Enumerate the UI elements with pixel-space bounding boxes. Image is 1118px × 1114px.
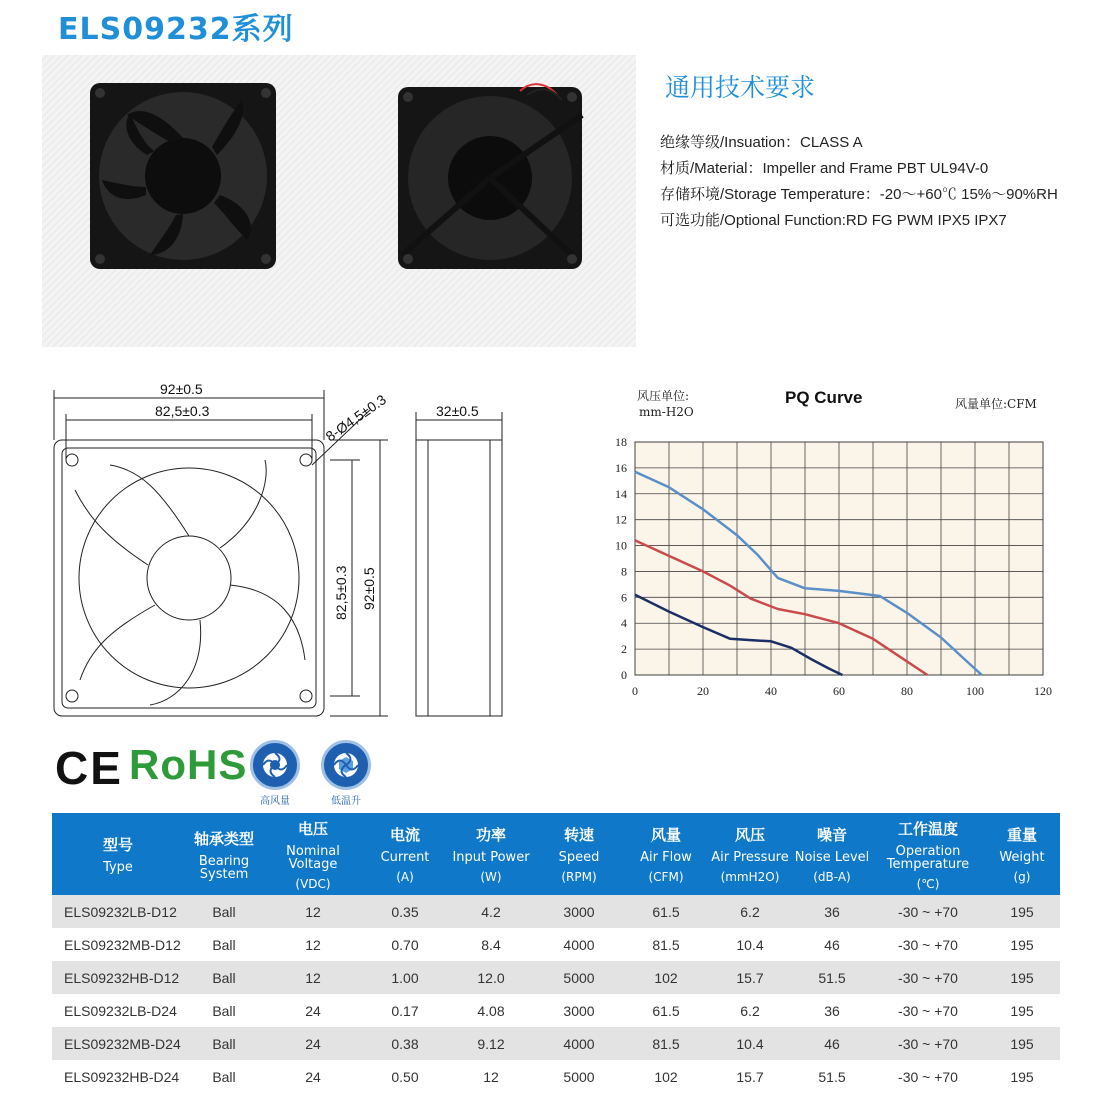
column-header (52, 813, 184, 895)
spec-table-body (52, 895, 1060, 1093)
dim-depth: 32±0.5 (436, 403, 479, 419)
header-en: Nominal Voltage (286, 843, 340, 872)
header-cn: 电流 (389, 826, 420, 844)
column-header (264, 813, 362, 895)
spec-material: 材质/Material：Impeller and Frame PBT UL94V-0 (660, 160, 989, 177)
table-cell: 0.17 (362, 994, 448, 1027)
table-cell: 81.5 (624, 1027, 708, 1060)
table-cell: 4000 (534, 928, 624, 961)
low-temp-rise-label: 低温升 (331, 796, 361, 807)
table-cell: 12 (264, 895, 362, 928)
table-cell: 51.5 (792, 1060, 872, 1093)
column-header (534, 813, 624, 895)
table-cell: 4.08 (448, 994, 534, 1027)
x-tick-label: 100 (966, 684, 984, 698)
column-header (448, 813, 534, 895)
y-tick-label: 10 (615, 538, 627, 553)
table-cell: 0.50 (362, 1060, 448, 1093)
table-cell: 1.00 (362, 961, 448, 994)
dim-holes: 8-Ø4,5±0.3 (322, 391, 390, 445)
table-cell: 4.2 (448, 895, 534, 928)
x-tick-label: 40 (765, 684, 777, 698)
header-en: Weight (999, 850, 1045, 865)
table-cell: 81.5 (624, 928, 708, 961)
high-airflow-icon (250, 740, 300, 790)
header-en: Current (380, 850, 430, 865)
column-header (362, 813, 448, 895)
column-header (184, 813, 264, 895)
pq-title: PQ Curve (785, 388, 863, 407)
table-row (52, 1060, 1060, 1093)
fan-back-image (398, 84, 582, 269)
rohs-mark: RoHS (129, 741, 248, 788)
header-unit: (CFM) (648, 870, 684, 884)
table-cell: -30 ~ +70 (872, 928, 984, 961)
table-cell: 0.38 (362, 1027, 448, 1060)
table-row (52, 1027, 1060, 1060)
table-cell: Ball (184, 961, 264, 994)
table-cell: Ball (184, 928, 264, 961)
table-cell: 46 (792, 1027, 872, 1060)
header-unit: (W) (480, 870, 502, 884)
table-cell: -30 ~ +70 (872, 961, 984, 994)
table-cell: 36 (792, 994, 872, 1027)
dimension-drawing-svg (30, 370, 530, 720)
pq-ylabel-unit: mm-H2O (639, 405, 694, 419)
table-cell: Ball (184, 1060, 264, 1093)
x-tick-label: 0 (632, 684, 638, 698)
table-cell: ELS09232LB-D12 (52, 895, 184, 928)
spec-table-header (52, 813, 1060, 895)
table-cell: 12.0 (448, 961, 534, 994)
header-en: Type (103, 860, 133, 875)
spec-heading: 通用技术要求 (665, 73, 816, 102)
dim-vertical-pitch: 82,5±0.3 (333, 565, 349, 620)
header-cn: 电压 (297, 819, 328, 838)
header-unit: (℃) (916, 876, 940, 891)
table-cell: 12 (264, 928, 362, 961)
table-cell: 195 (984, 895, 1060, 928)
table-cell: 102 (624, 1060, 708, 1093)
dimension-drawing (30, 370, 530, 724)
table-cell: -30 ~ +70 (872, 1060, 984, 1093)
y-tick-label: 16 (615, 460, 627, 475)
header-unit: (dB-A) (813, 870, 851, 884)
table-cell: 102 (624, 961, 708, 994)
table-cell: 0.35 (362, 895, 448, 928)
table-cell: ELS09232MB-D24 (52, 1027, 184, 1060)
table-cell: 10.4 (708, 1027, 792, 1060)
header-cn: 工作温度 (897, 819, 958, 838)
x-tick-label: 80 (901, 684, 913, 698)
y-tick-label: 8 (621, 564, 627, 579)
table-cell: 0.70 (362, 928, 448, 961)
header-cn: 风压 (734, 826, 765, 844)
table-cell: 9.12 (448, 1027, 534, 1060)
header-en: Bearing System (198, 853, 250, 882)
dim-hole-pitch: 82,5±0.3 (155, 403, 210, 419)
header-unit: (RPM) (561, 870, 597, 884)
header-en: Air Flow (640, 850, 692, 865)
column-header (624, 813, 708, 895)
table-cell: 4000 (534, 1027, 624, 1060)
table-cell: Ball (184, 895, 264, 928)
high-airflow-label: 高风量 (260, 796, 290, 807)
x-tick-label: 60 (833, 684, 845, 698)
ce-mark: CE (55, 742, 123, 794)
table-cell: ELS09232MB-D12 (52, 928, 184, 961)
table-cell: 195 (984, 1027, 1060, 1060)
table-cell: ELS09232LB-D24 (52, 994, 184, 1027)
table-cell: ELS09232HB-D12 (52, 961, 184, 994)
table-cell: 61.5 (624, 994, 708, 1027)
table-cell: 195 (984, 994, 1060, 1027)
table-cell: -30 ~ +70 (872, 895, 984, 928)
certification-logos (55, 735, 455, 810)
table-cell: -30 ~ +70 (872, 994, 984, 1027)
table-cell: ELS09232HB-D24 (52, 1060, 184, 1093)
spec-optional: 可选功能/Optional Function:RD FG PWM IPX5 IPX7 (660, 212, 1007, 229)
pq-ylabel: 风压单位: (637, 389, 690, 403)
table-cell: 12 (264, 961, 362, 994)
column-header (872, 813, 984, 895)
table-cell: 15.7 (708, 1060, 792, 1093)
table-cell: 51.5 (792, 961, 872, 994)
table-cell: 46 (792, 928, 872, 961)
table-cell: 6.2 (708, 994, 792, 1027)
table-cell: 24 (264, 1060, 362, 1093)
product-photo-panel (42, 55, 636, 347)
table-cell: -30 ~ +70 (872, 1027, 984, 1060)
column-header (792, 813, 872, 895)
table-cell: 195 (984, 1060, 1060, 1093)
y-tick-label: 0 (621, 668, 627, 682)
table-row (52, 994, 1060, 1027)
spec-insulation: 绝缘等级/Insuation：CLASS A (660, 134, 863, 151)
column-header (708, 813, 792, 895)
y-tick-label: 14 (615, 486, 627, 501)
page-title: ELS09232系列 (58, 12, 294, 47)
pq-curve-chart (595, 380, 1075, 714)
header-unit: (mmH2O) (720, 870, 780, 884)
dim-vertical-overall: 92±0.5 (361, 567, 377, 610)
column-header (984, 813, 1060, 895)
table-cell: 36 (792, 895, 872, 928)
header-en: Input Power (452, 850, 530, 865)
header-cn: 噪音 (816, 826, 847, 844)
spec-storage: 存储环境/Storage Temperature：-20～+60℃ 15%～90%RH (660, 186, 1058, 203)
y-tick-label: 18 (615, 435, 627, 449)
table-cell: 8.4 (448, 928, 534, 961)
header-cn: 重量 (1006, 826, 1037, 844)
y-tick-label: 2 (621, 642, 627, 657)
header-unit: (A) (396, 870, 414, 884)
table-row (52, 895, 1060, 928)
table-cell: 195 (984, 928, 1060, 961)
header-en: Speed (558, 850, 600, 865)
table-cell: 10.4 (708, 928, 792, 961)
table-cell: 5000 (534, 961, 624, 994)
header-unit: (VDC) (295, 876, 331, 891)
header-en: Noise Level (794, 850, 870, 865)
product-photos (42, 55, 636, 347)
table-cell: 15.7 (708, 961, 792, 994)
pq-xlabel-unit: 风量单位:CFM (955, 397, 1037, 411)
header-cn: 功率 (475, 826, 506, 844)
table-cell: 6.2 (708, 895, 792, 928)
header-unit: (g) (1013, 870, 1031, 884)
low-temp-rise-icon (321, 740, 371, 790)
table-cell: 195 (984, 961, 1060, 994)
table-cell: 12 (448, 1060, 534, 1093)
y-tick-label: 6 (621, 590, 627, 605)
dim-overall-width: 92±0.5 (160, 381, 203, 397)
table-cell: 3000 (534, 895, 624, 928)
x-tick-label: 20 (697, 684, 709, 698)
header-en: Operation Temperature (886, 843, 970, 872)
table-cell: 24 (264, 994, 362, 1027)
x-tick-label: 120 (1034, 684, 1052, 698)
table-row (52, 928, 1060, 961)
table-cell: 5000 (534, 1060, 624, 1093)
table-cell: 3000 (534, 994, 624, 1027)
y-tick-label: 12 (615, 512, 627, 527)
header-en: Air Pressure (711, 850, 789, 865)
table-cell: 24 (264, 1027, 362, 1060)
table-cell: Ball (184, 994, 264, 1027)
header-cn: 转速 (563, 826, 594, 844)
table-cell: Ball (184, 1027, 264, 1060)
y-tick-label: 4 (621, 616, 627, 631)
header-cn: 型号 (102, 836, 133, 854)
fan-front-image (90, 83, 276, 269)
table-cell: 61.5 (624, 895, 708, 928)
header-cn: 风量 (650, 826, 681, 844)
table-row (52, 961, 1060, 994)
header-cn: 轴承类型 (193, 829, 254, 848)
spec-table (52, 813, 1060, 1093)
pq-curve-svg (595, 380, 1075, 710)
